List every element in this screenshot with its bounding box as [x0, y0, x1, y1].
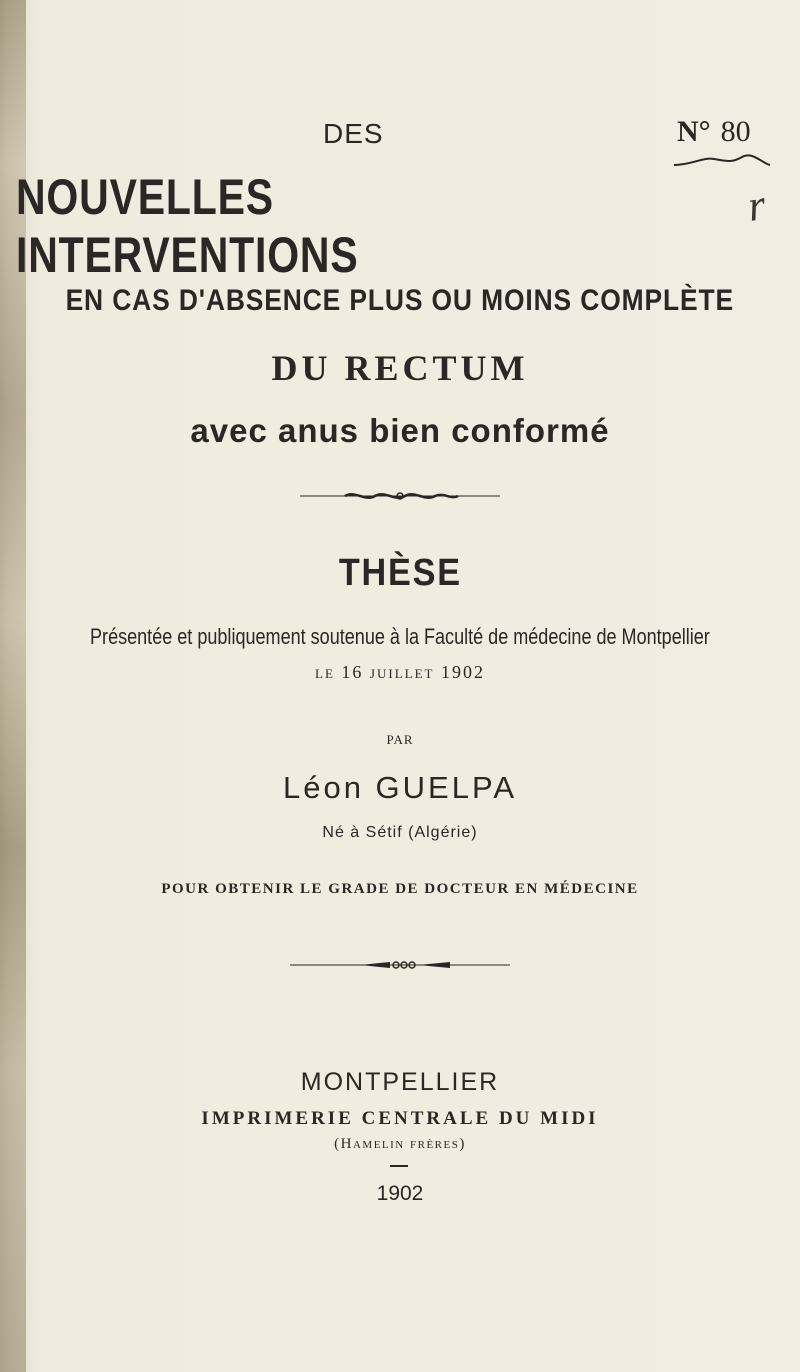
- thesis-label: [0, 552, 800, 595]
- presentation-text: Présentée et publiquement soutenue à la Faculté de médecine de Montpellier: [90, 624, 710, 649]
- header-des: DES: [323, 118, 384, 149]
- printer-name: IMPRIMERIE CENTRALE DU MIDI: [201, 1108, 599, 1129]
- numero-value: 80: [720, 115, 751, 148]
- publication-year: 1902: [376, 1182, 424, 1205]
- printer-detail: (Hamelin frères): [334, 1136, 466, 1152]
- par-label: PAR: [386, 732, 414, 747]
- subtitle-text: EN CAS D'ABSENCE PLUS OU MOINS COMPLÈTE: [65, 284, 735, 317]
- author-birth: Né à Sétif (Algérie): [322, 824, 478, 841]
- separator-dash: [390, 1165, 408, 1167]
- numero-label: N°: [677, 115, 711, 148]
- handwritten-mark: r: [744, 180, 769, 231]
- qualifier-title: avec anus bien conformé: [190, 412, 610, 449]
- thesis-label-text: THÈSE: [338, 552, 462, 594]
- presentation-line: [0, 624, 800, 650]
- handwritten-swoosh-icon: [672, 153, 772, 169]
- defense-date: le 16 juillet 1902: [315, 662, 485, 682]
- publisher-city: MONTPELLIER: [300, 1068, 500, 1096]
- degree-line: POUR OBTENIR LE GRADE DE DOCTEUR EN MÉDECINE: [161, 881, 639, 897]
- organ-title: DU RECTUM: [271, 348, 529, 388]
- author-name: Léon GUELPA: [282, 770, 518, 805]
- thesis-number: [677, 115, 751, 149]
- ornament-divider-2-icon: [290, 959, 510, 971]
- main-title: NOUVELLES INTERVENTIONS: [16, 169, 359, 283]
- ornament-divider-icon: [300, 490, 500, 502]
- subtitle: [0, 284, 800, 318]
